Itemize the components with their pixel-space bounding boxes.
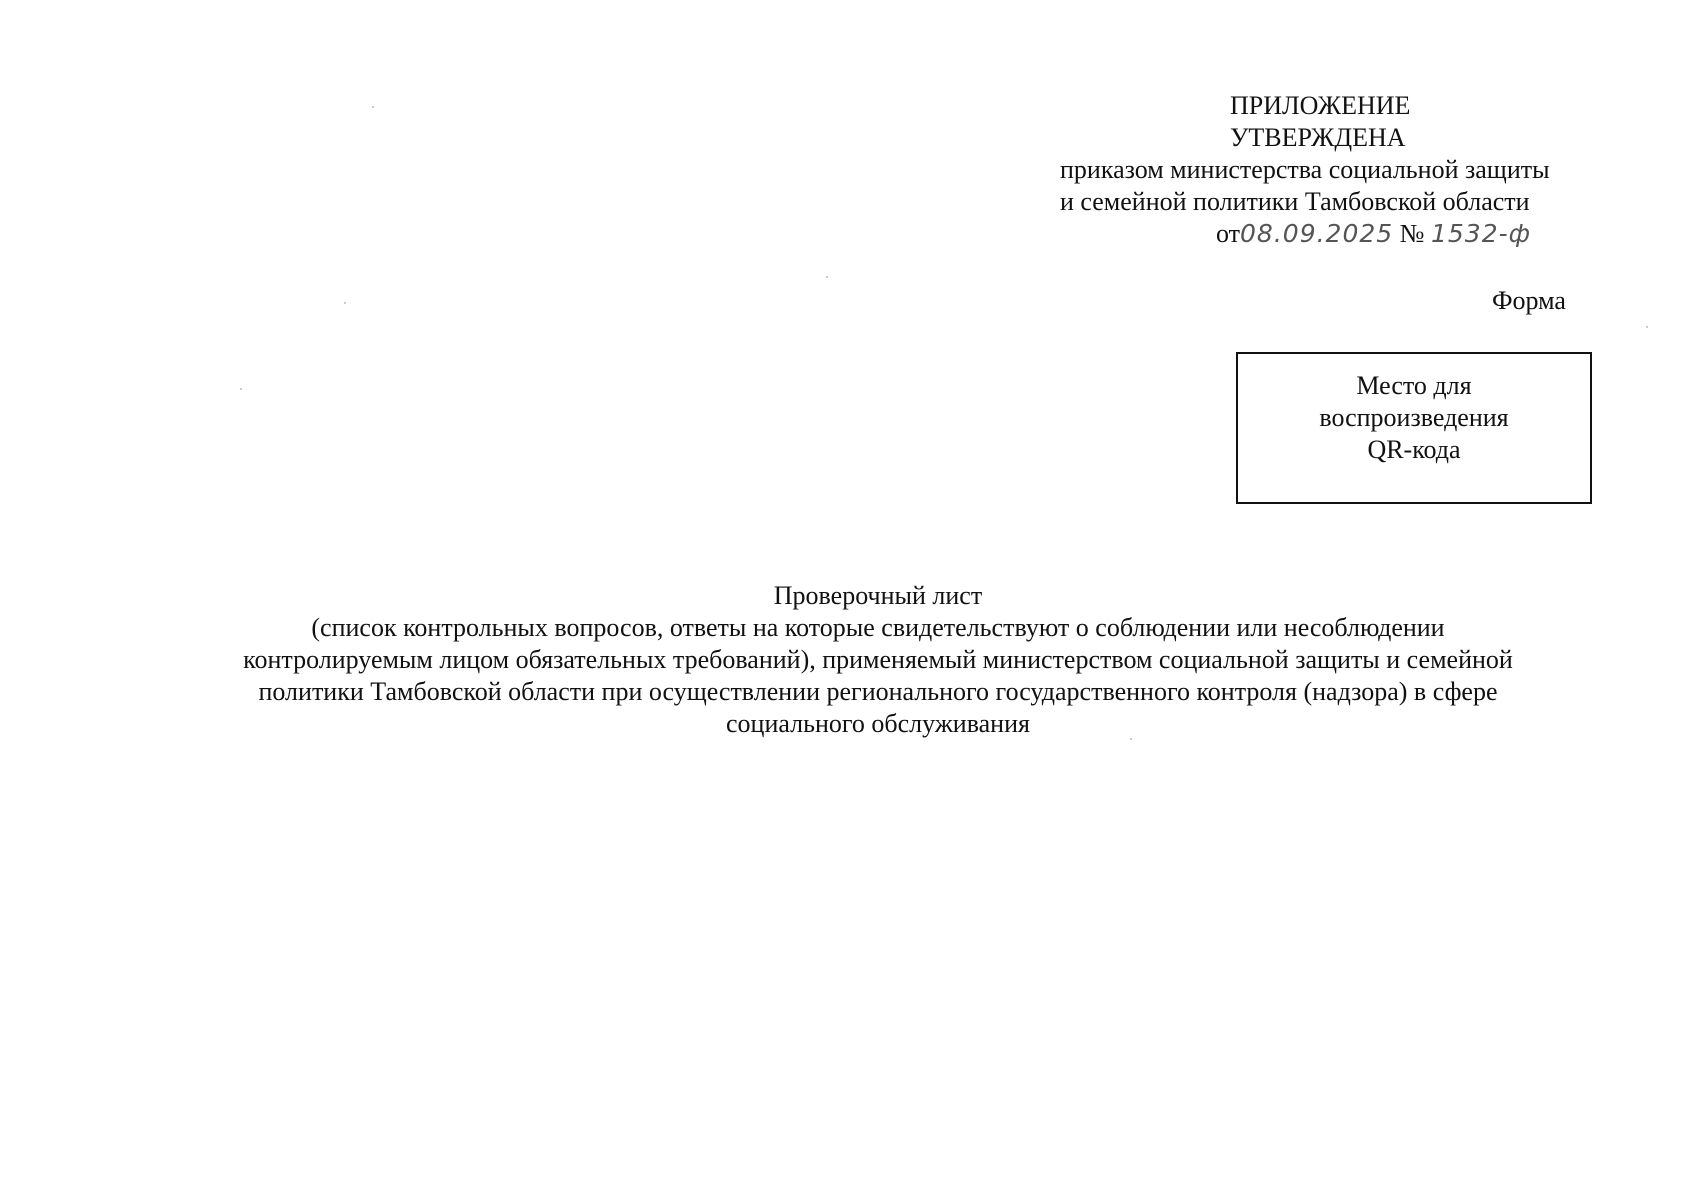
scan-speck [1130,738,1132,740]
qr-placeholder-line-2: воспроизведения [1319,403,1509,432]
document-subtitle-line-2: контролируемым лицом обязательных требований), применяемый министерством социальной защиты и семейной [243,645,1513,674]
scan-speck [240,388,242,390]
number-sign: № [1399,219,1425,248]
order-text-line-2: и семейной политики Тамбовской области [1060,187,1530,216]
scan-speck [826,276,828,278]
handwritten-date: 08.09.2025 [1240,219,1394,248]
scan-speck [344,302,346,304]
document-subtitle-line-3: политики Тамбовской области при осуществлении регионального государственного контроля (надзора) в сфере [258,677,1498,706]
document-subtitle-line-4: социального обслуживания [726,709,1030,738]
order-text-line-1: приказом министерства социальной защиты [1060,155,1550,184]
order-date-number [1060,218,1620,250]
scan-speck [1646,326,1648,328]
approval-stamp-block [1060,90,1620,250]
document-title-block [148,580,1608,740]
scan-speck [372,106,374,108]
document-subtitle-line-1: (список контрольных вопросов, ответы на которые свидетельствуют о соблюдении или несоблюдении [311,613,1445,642]
handwritten-order-number: 1532-ф [1430,219,1532,248]
form-label: Форма [1492,286,1566,315]
qr-code-placeholder-box [1236,352,1592,504]
appendix-heading: ПРИЛОЖЕНИЕ [1230,91,1411,120]
document-title: Проверочный лист [773,581,983,610]
qr-placeholder-line-3: QR-кода [1367,435,1461,464]
date-prefix: от [1216,219,1241,248]
qr-placeholder-line-1: Место для [1356,371,1472,400]
approved-heading: УТВЕРЖДЕНА [1230,123,1406,152]
